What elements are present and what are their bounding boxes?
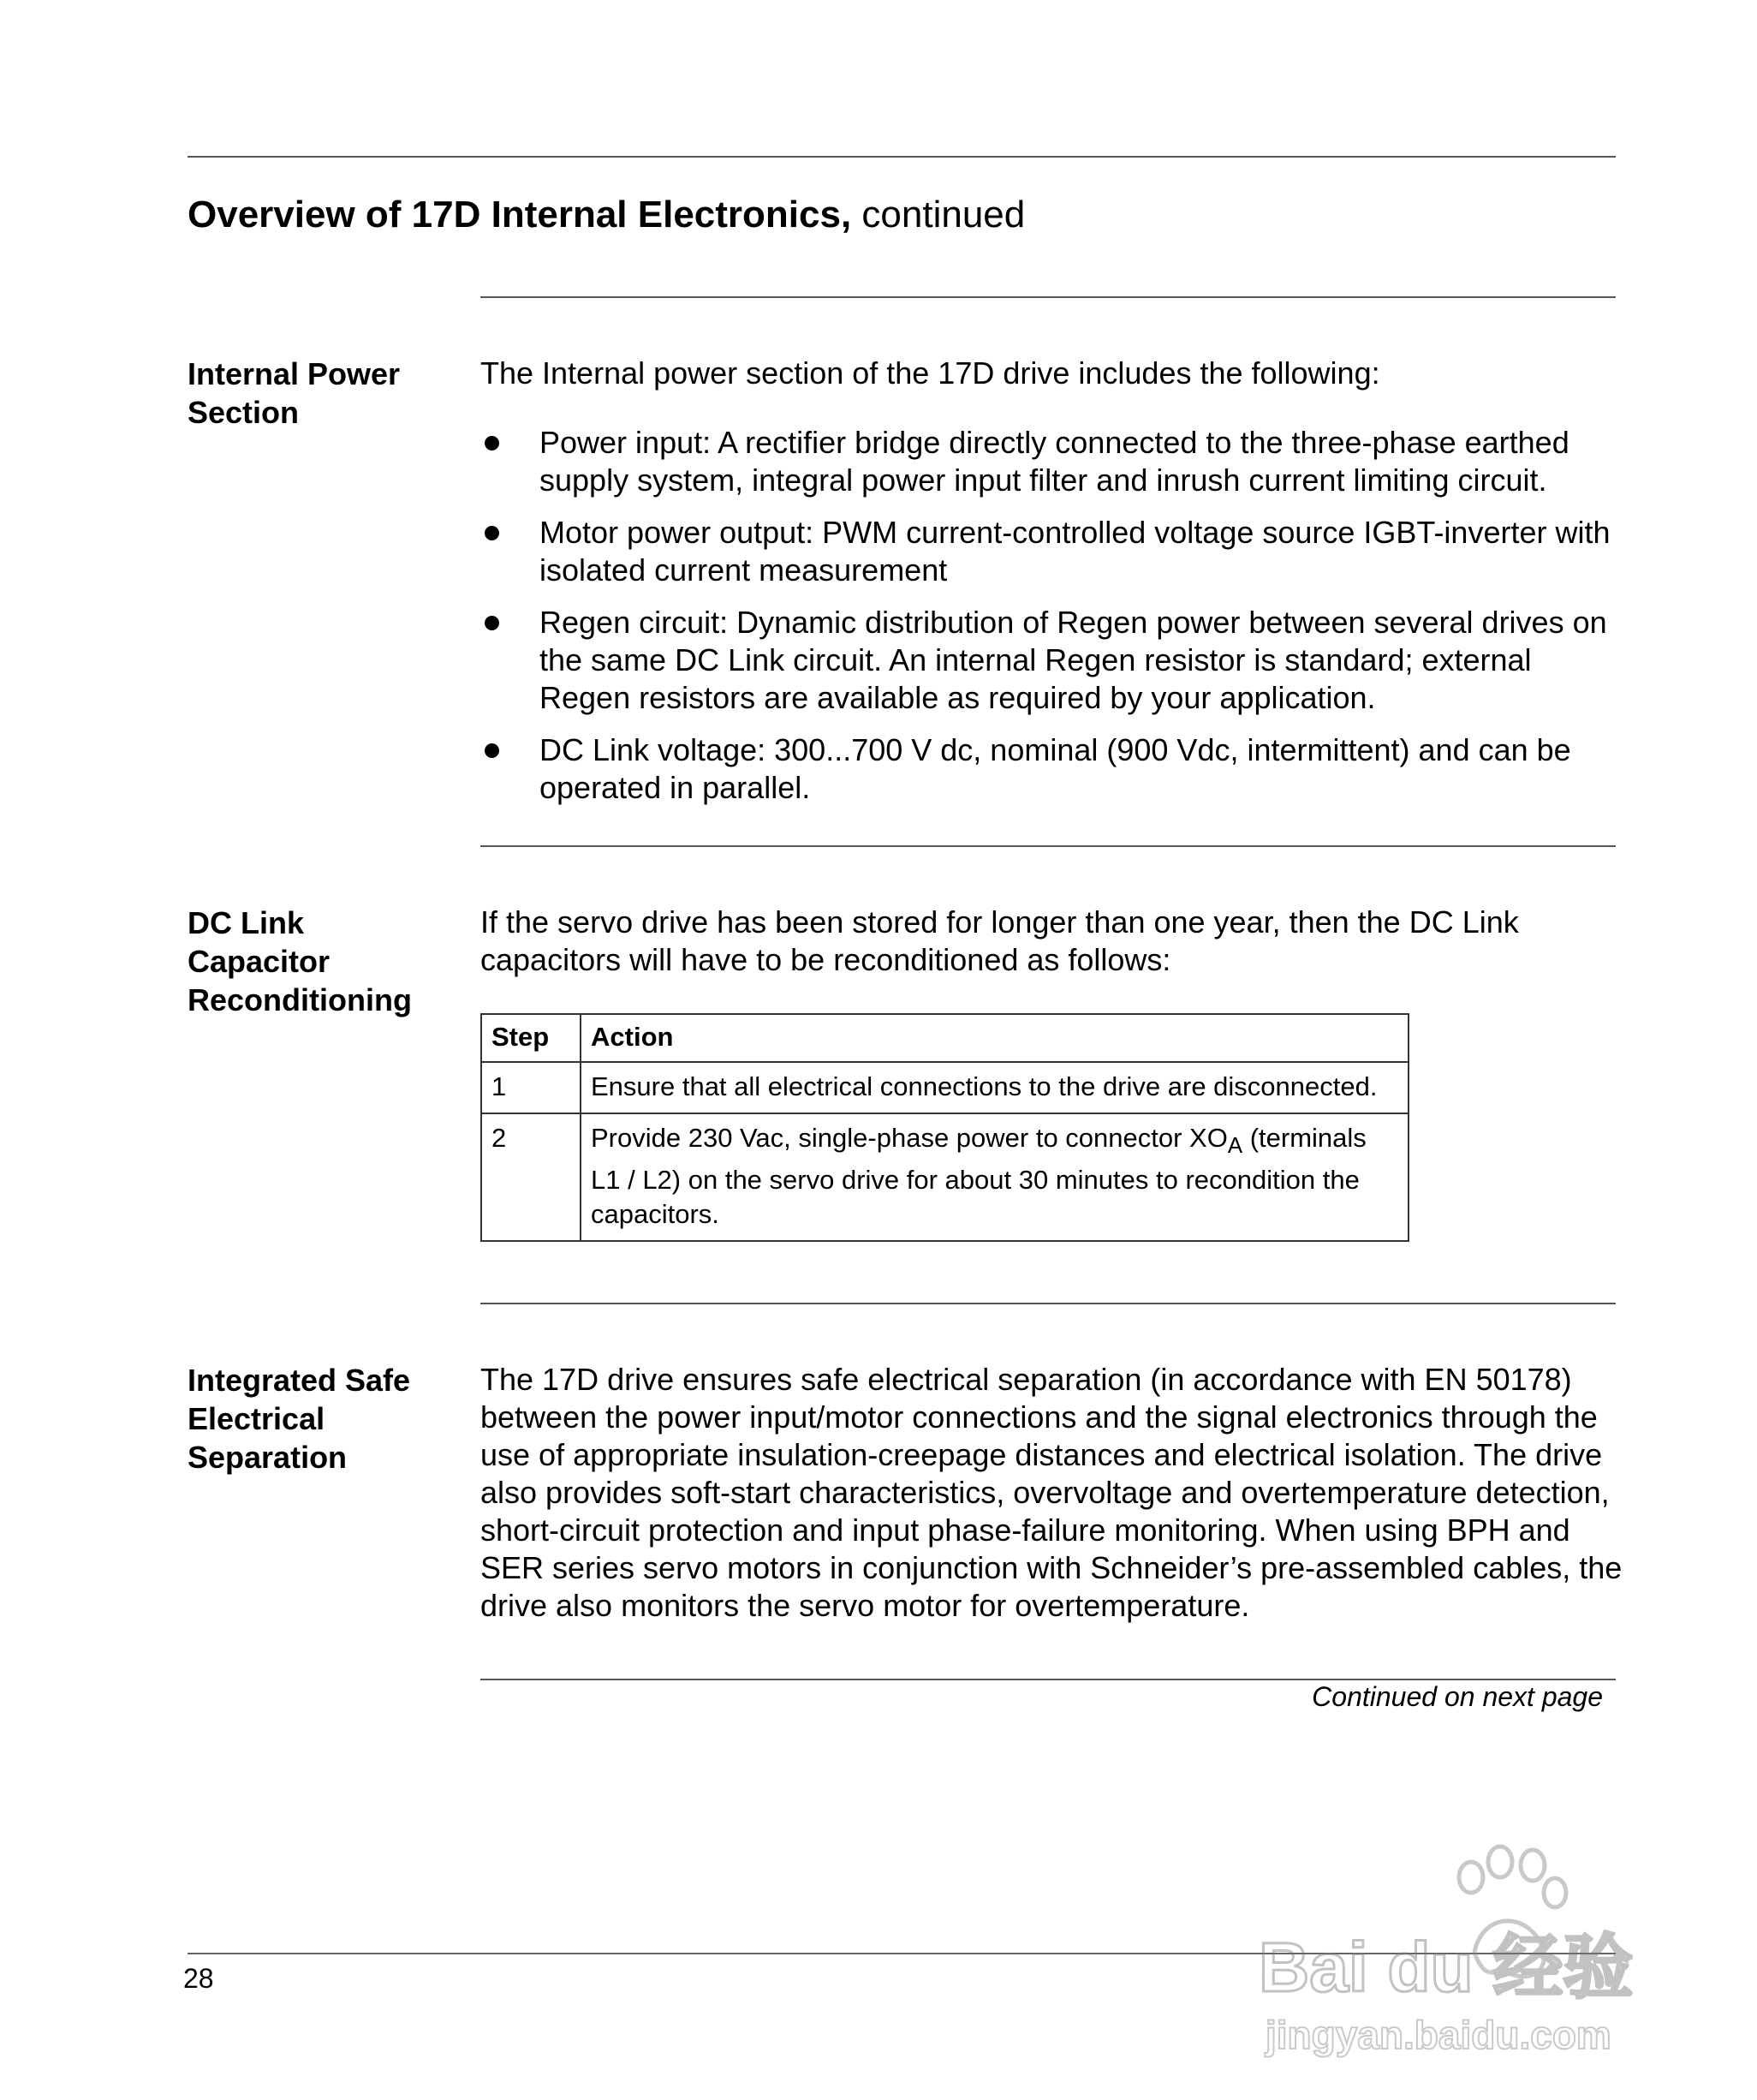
table-row <box>481 1062 1409 1113</box>
list-item <box>480 604 1628 717</box>
list-item <box>480 731 1628 807</box>
bullet-dot-icon <box>485 743 499 758</box>
step-action-text: Provide 230 Vac, single-phase power to connector XO <box>591 1123 1228 1153</box>
bullet-text: Motor power output: PWM current-controlled voltage source IGBT-inverter with isolated current measurement <box>539 515 1611 588</box>
bullet-dot-icon <box>485 526 499 540</box>
connector-subscript: A <box>1227 1134 1243 1159</box>
step-number: 1 <box>481 1062 581 1113</box>
baidu-watermark-logo <box>1250 1833 1678 2064</box>
watermark-brand-text: Bai du 经验 <box>1259 1929 1634 2007</box>
separation-text: The 17D drive ensures safe electrical separation (in accordance with EN 50178) between the power input/motor connections and the signal electronics through the use of appropriate insulation-creepage distances and electrical isolation. The drive also provides soft-start characteristics, overvoltage and overtemperature detection, short-circuit protection and input phase-failure monitoring. When using BPH and SER series servo motors in conjunction with Schneider’s pre-assembled cables, the drive also monitors the servo motor for overtemperature. <box>480 1362 1623 1623</box>
reconditioning-table <box>480 1013 1409 1242</box>
internal-power-intro: The Internal power section of the 17D drive includes the following: <box>480 355 1380 391</box>
step-column-header: Step <box>481 1014 581 1062</box>
section-rule-1 <box>480 296 1616 298</box>
dc-link-intro: If the servo drive has been stored for longer than one year, then the DC Link capacitors will have to be reconditioned as follows: <box>480 904 1519 977</box>
bullet-dot-icon <box>485 616 499 630</box>
list-item <box>480 424 1628 499</box>
page-title-bold: Overview of 17D Internal Electronics, <box>188 194 852 236</box>
page-number: 28 <box>183 1963 214 1994</box>
action-column-header: Action <box>581 1014 1409 1062</box>
list-item <box>480 514 1628 589</box>
bullet-text: Power input: A rectifier bridge directly connected to the three-phase earthed supply system, integral power input filter and inrush current limiting circuit. <box>539 425 1569 498</box>
internal-power-heading: Internal Power Section <box>188 356 401 430</box>
section-rule-3 <box>480 1303 1616 1304</box>
bullet-text: DC Link voltage: 300...700 V dc, nominal (900 Vdc, intermittent) and can be operated in parallel. <box>539 732 1571 805</box>
internal-power-bullets <box>480 424 1628 821</box>
step-number: 2 <box>481 1113 581 1241</box>
bullet-text: Regen circuit: Dynamic distribution of Regen power between several drives on the same DC Link circuit. An internal Regen resistor is standard; external Regen resistors are available as required by your application. <box>539 605 1607 715</box>
top-rule <box>188 156 1616 158</box>
bullet-dot-icon <box>485 436 499 450</box>
table-row <box>481 1113 1409 1241</box>
section-rule-2 <box>480 845 1616 847</box>
step-action: Ensure that all electrical connections to the drive are disconnected. <box>581 1062 1409 1113</box>
separation-heading: Integrated Safe Electrical Separation <box>188 1363 411 1475</box>
table-header-row <box>481 1014 1409 1062</box>
page-title <box>188 194 1025 236</box>
step-action-text-cont: (terminals L1 / L2) on the servo drive for about 30 minutes to recondition the capacitors. <box>591 1123 1367 1230</box>
continued-note: Continued on next page <box>1312 1681 1603 1712</box>
watermark-url-text: jingyan.baidu.com <box>1266 2013 1611 2057</box>
dc-link-heading: DC Link Capacitor Reconditioning <box>188 905 412 1017</box>
step-action <box>581 1113 1409 1241</box>
section-rule-4 <box>480 1679 1616 1680</box>
page-title-continued: continued <box>851 194 1026 236</box>
